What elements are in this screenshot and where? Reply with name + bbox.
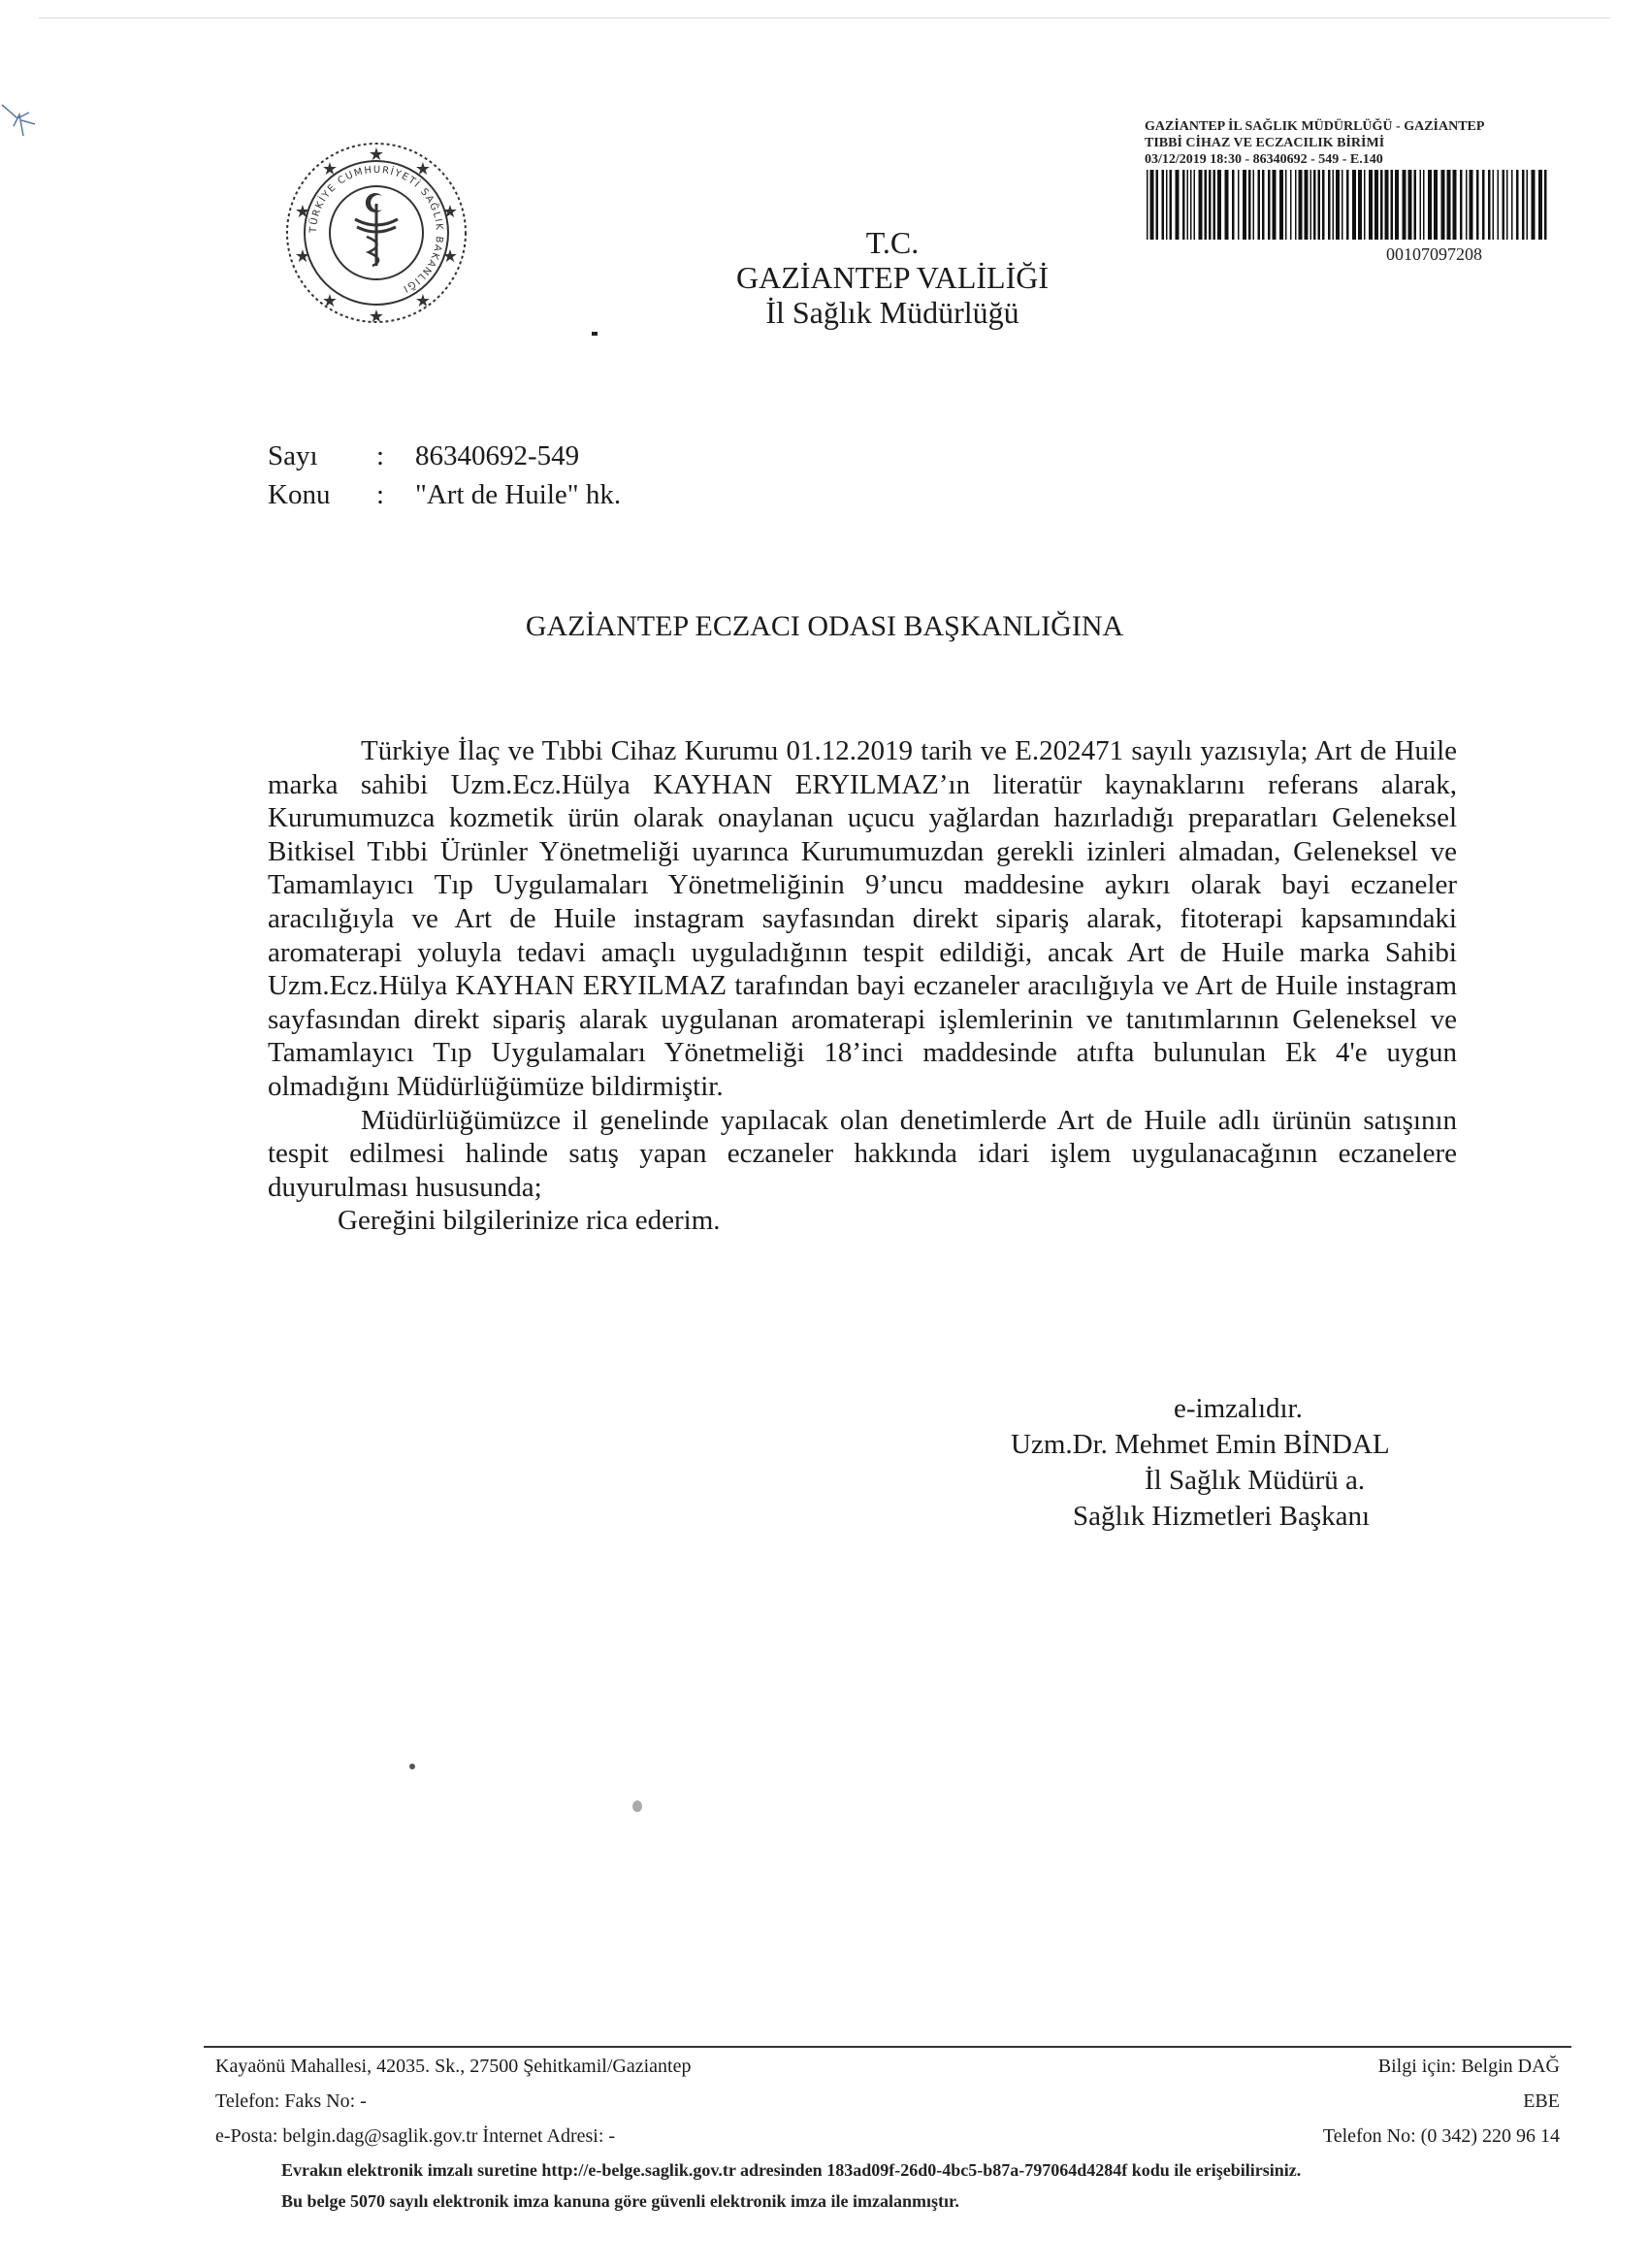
barcode-bar	[1273, 170, 1277, 240]
barcode-bar	[1310, 170, 1312, 240]
barcode-bar	[1358, 170, 1362, 240]
barcode-bar	[1328, 170, 1331, 240]
barcode-bar	[1318, 170, 1321, 240]
barcode-bar	[1232, 170, 1235, 240]
barcode-bar	[1199, 170, 1203, 240]
barcode-bar	[1364, 170, 1366, 240]
barcode-bar	[1423, 170, 1425, 240]
scan-mark-icon	[0, 97, 58, 155]
scan-speck	[409, 1764, 415, 1769]
scan-edge-line	[39, 17, 1610, 18]
barcode-bar	[1182, 170, 1185, 240]
svg-text:★: ★	[414, 291, 432, 311]
barcode-bar	[1391, 170, 1394, 240]
barcode-bar	[1253, 170, 1255, 240]
addressee: GAZİANTEP ECZACI ODASI BAŞKANLIĞINA	[525, 610, 1124, 642]
barcode-bar	[1217, 170, 1221, 240]
barcode-bar	[1346, 170, 1349, 240]
barcode-bar	[1150, 170, 1154, 240]
barcode-bar	[1428, 170, 1432, 240]
stamp-line-1: GAZİANTEP İL SAĞLIK MÜDÜRLÜĞÜ - GAZİANTEP	[1145, 119, 1485, 134]
svg-text:★: ★	[321, 291, 339, 311]
seal-text: TÜRKİYE CUMHURİYETİ SAĞLIK BAKANLIĞI	[307, 164, 445, 295]
barcode-bar	[1305, 170, 1309, 240]
barcode-bar	[1522, 170, 1525, 240]
barcode-bar	[1243, 170, 1246, 240]
footer-row-2	[215, 2090, 1560, 2113]
barcode-bar	[1380, 170, 1383, 240]
barcode-bar	[1420, 170, 1422, 240]
barcode-bar	[1290, 170, 1292, 240]
barcode-bar	[1434, 170, 1438, 240]
barcode-bar	[1395, 170, 1399, 240]
barcode-bar	[1441, 170, 1445, 240]
barcode-bar	[1538, 170, 1542, 240]
barcode-bar	[1488, 170, 1491, 240]
svg-text:★: ★	[414, 159, 432, 179]
letterhead	[679, 225, 1106, 330]
barcode-bar	[1162, 170, 1165, 240]
barcode-bar	[1470, 170, 1473, 240]
barcode-bar	[1248, 170, 1251, 240]
closing-line: Gereğini bilgilerinize rica ederim.	[338, 1205, 721, 1237]
body-paragraph-2: Müdürlüğümüzce il genelinde yapılacak olan denetimlerde Art de Huile adlı ürünün satışının tespit edilmesi halinde satış yapan eczaneler hakkında idari işlem uygulanacağının eczanelere duyurulması hususunda;	[268, 1104, 1457, 1203]
number-label: Sayı	[268, 440, 318, 471]
footer-title: EBE	[1523, 2090, 1560, 2112]
document-meta	[268, 437, 621, 514]
footer-address: Kayaönü Mahallesi, 42035. Sk., 27500 Şehitkamil/Gaziantep	[215, 2056, 692, 2077]
barcode-bar	[1209, 170, 1212, 240]
barcode-bar	[1466, 170, 1468, 240]
meta-row-number	[268, 437, 621, 475]
signatory-name: Uzm.Dr. Mehmet Emin BİNDAL	[1011, 1429, 1390, 1460]
registry-stamp	[1145, 118, 1571, 263]
barcode-bar	[1147, 170, 1148, 240]
barcode-bar	[1369, 170, 1373, 240]
barcode-bar	[1385, 170, 1389, 240]
svg-text:★: ★	[294, 246, 311, 267]
barcode-bar	[1336, 170, 1340, 240]
barcode-bar	[1225, 170, 1229, 240]
barcode-bar	[1506, 170, 1508, 240]
barcode-bar	[1313, 170, 1316, 240]
signatory-title: Sağlık Hizmetleri Başkanı	[1073, 1501, 1371, 1532]
svg-text:★: ★	[368, 145, 385, 165]
barcode-bar	[1503, 170, 1505, 240]
barcode-bar	[1268, 170, 1271, 240]
barcode-bar	[1460, 170, 1463, 240]
barcode-bar	[1511, 170, 1513, 240]
scan-speck	[632, 1800, 642, 1812]
footer-email-web: e-Posta: belgin.dag@saglik.gov.tr İnternet Adresi: -	[215, 2125, 616, 2147]
header-directorate: İl Sağlık Müdürlüğü	[765, 295, 1019, 330]
barcode-bar	[1476, 170, 1479, 240]
barcode-bar	[1187, 170, 1189, 240]
barcode-bar	[1258, 170, 1261, 240]
barcode-bar	[1453, 170, 1457, 240]
barcode-bar	[1279, 170, 1283, 240]
footer-contact-person: Bilgi için: Belgin DAĞ	[1377, 2056, 1560, 2077]
barcode-number: 00107097208	[1386, 244, 1482, 264]
barcode-bar	[1333, 170, 1335, 240]
ink-mark	[592, 332, 598, 336]
barcode-bar	[1205, 170, 1208, 240]
barcode-bar	[1414, 170, 1417, 240]
stamp-line-3: 03/12/2019 18:30 - 86340692 - 549 - E.140	[1145, 152, 1383, 167]
barcode-bar	[1352, 170, 1356, 240]
barcode-bar	[1238, 170, 1240, 240]
barcode-bar	[1544, 170, 1547, 240]
barcode-bar	[1194, 170, 1196, 240]
footer-row-1	[215, 2055, 1560, 2078]
barcode-bar	[1403, 170, 1406, 240]
barcode-bar	[1342, 170, 1343, 240]
footer-row-3	[215, 2124, 1560, 2148]
footer-phone-fax: Telefon: Faks No: -	[215, 2090, 367, 2112]
barcode-bar	[1295, 170, 1297, 240]
barcode-bar	[1176, 170, 1180, 240]
barcode-bar	[1374, 170, 1378, 240]
svg-text:★: ★	[441, 246, 459, 267]
svg-text:★: ★	[368, 307, 385, 327]
subject-colon: :	[376, 479, 385, 510]
number-value: 86340692-549	[415, 440, 580, 471]
barcode-bar	[1213, 170, 1216, 240]
svg-text:★: ★	[441, 202, 459, 222]
barcode-bar	[1482, 170, 1485, 240]
meta-row-subject	[268, 475, 621, 514]
e-signature-law-note: Bu belge 5070 sayılı elektronik imza kanuna göre güvenli elektronik imza ile imzalanmıştır.	[281, 2191, 959, 2211]
barcode-bar	[1322, 170, 1325, 240]
barcode-bar	[1493, 170, 1495, 240]
barcode-icon	[1145, 170, 1552, 240]
subject-value: "Art de Huile" hk.	[415, 479, 622, 510]
e-signed-note: e-imzalıdır.	[1174, 1393, 1303, 1424]
barcode-bar	[1170, 170, 1173, 240]
body-paragraph-1: Türkiye İlaç ve Tıbbi Cihaz Kurumu 01.12.2019 tarih ve E.202471 sayılı yazısıyla; Art de Huile marka sahibi Uzm.Ecz.Hülya KAYHAN ERYILMAZ’ın literatür kaynaklarını referans alarak, Kurumumuzca kozmetik ürün olarak onaylanan uçucu yağlardan hazırladığı preparatları Geleneksel Bitkisel Tıbbi Ürünler Yönetmeliği uyarınca Kurumumuzdan gerekli izinleri almadan, Geleneksel ve Tamamlayıcı Tıp Uygulamaları Yönetmeliğinin 9’uncu maddesine aykırı olarak bayi eczaneler aracılığıyla ve Art de Huile instagram sayfasından direkt sipariş alarak, fitoterapi kapsamındaki aromaterapi yoluyla tedavi amaçlı uyguladığının tespit edildiği, ancak Art de Huile marka Sahibi Uzm.Ecz.Hülya KAYHAN ERYILMAZ tarafından bayi eczaneler aracılığıyla ve Art de Huile instagram sayfasından direkt sipariş alarak uygulanan aromaterapi işlemlerinin ve tanıtımlarının Geleneksel ve Tamamlayıcı Tıp Uygulamaları Yönetmeliği 18’inci maddesinde atıfta bulunulan Ek 4'e uygun olmadığını Müdürlüğümüze bildirmiştir.	[268, 735, 1457, 1102]
barcode-bar	[1447, 170, 1451, 240]
footer-phone-number: Telefon No: (0 342) 220 96 14	[1322, 2125, 1560, 2147]
stamp-line-2: TIBBİ CİHAZ VE ECZACILIK BİRİMİ	[1145, 136, 1385, 150]
barcode-bar	[1285, 170, 1287, 240]
number-colon: :	[376, 440, 385, 471]
svg-text:★: ★	[294, 202, 311, 222]
barcode-bar	[1190, 170, 1192, 240]
signature-block	[989, 1391, 1494, 1535]
barcode-bar	[1262, 170, 1265, 240]
verification-note: Evrakın elektronik imzalı suretine http://e-belge.saglik.gov.tr adresinden 183ad09f-26d0-4bc5-b87a-797064d4284f kodu ile erişebilirsiniz.	[281, 2160, 1302, 2180]
signatory-role: İl Sağlık Müdürü a.	[1145, 1465, 1366, 1496]
header-tc: T.C.	[865, 225, 920, 260]
seal-emblem-icon	[279, 136, 473, 330]
svg-text:★: ★	[321, 159, 339, 179]
subject-label: Konu	[268, 479, 331, 510]
footer-divider	[204, 2046, 1571, 2048]
ministry-seal	[279, 136, 473, 330]
header-governorship: GAZİANTEP VALİLİĞİ	[735, 260, 1050, 295]
letter-body	[268, 734, 1457, 1238]
barcode-bar	[1516, 170, 1519, 240]
barcode-bar	[1498, 170, 1500, 240]
barcode-bar	[1156, 170, 1159, 240]
barcode-bar	[1408, 170, 1412, 240]
barcode-bar	[1527, 170, 1529, 240]
barcode-bar	[1166, 170, 1168, 240]
barcode-bar	[1532, 170, 1536, 240]
barcode-bar	[1299, 170, 1303, 240]
